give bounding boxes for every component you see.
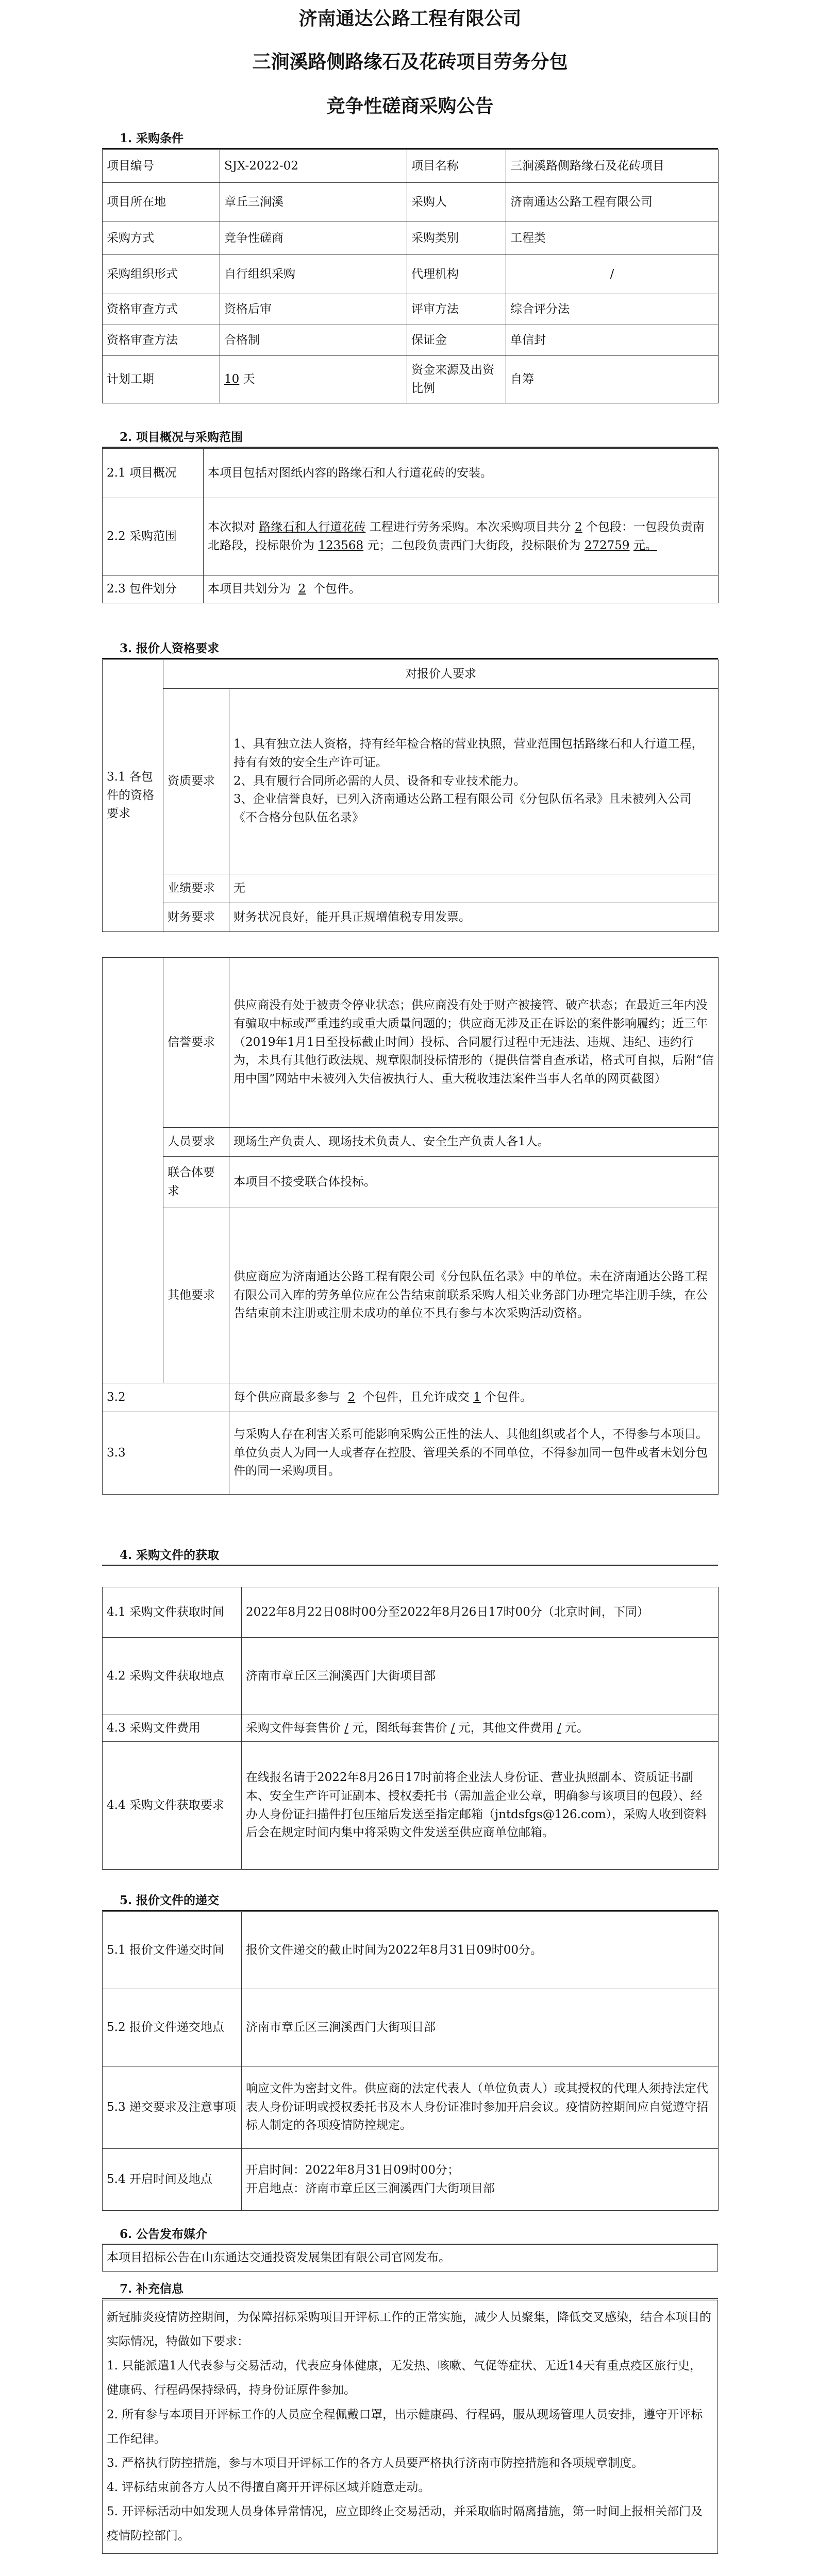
supplementary-table [102, 2300, 718, 2554]
schedule-days: 10 [224, 372, 240, 386]
section-7-heading: 7. 补充信息 [102, 2279, 718, 2299]
table-row: 4.3 采购文件费用 采购文件每套售价 / 元，图纸每套售价 / 元，其他文件费用 / 元。 [103, 1715, 719, 1742]
table-row: 2.3 包件划分 本项目共划分为 2 个包件。 [103, 575, 719, 603]
table-row: 计划工期 10 天 资金来源及出资比例 自筹 [103, 356, 719, 403]
table-row: 业绩要求 无 [103, 874, 719, 903]
project-title: 三涧溪路侧路缘石及花砖项目劳务分包 [252, 51, 568, 73]
table-row: 5.3 递交要求及注意事项 响应文件为密封文件。供应商的法定代表人（单位负责人）或其授权的代理人须持法定代表人身份证明或授权委托书及本人身份证准时参加开启会议。疫情防控期间应自觉遵守招标人制定的各项疫情防控规定。 [103, 2066, 719, 2149]
table-row: 3.3 与采购人存在利害关系可能影响采购公正性的法人、其他组织或者个人，不得参与本项目。单位负责人为同一人或者存在控股、管理关系的不同单位，不得参加同一包件或者未划分包件的同一采购项目。 [103, 1412, 719, 1495]
procurement-conditions-table [102, 149, 719, 403]
table-row: 2.1 项目概况 本项目包括对图纸内容的路缘石和人行道花砖的安装。 [103, 449, 719, 498]
section-1-heading: 1. 采购条件 [102, 129, 718, 149]
table-row: 项目所在地 章丘三涧溪 采购人 济南通达公路工程有限公司 [103, 183, 719, 222]
table-row: 资格审查方式 资格后审 评审方法 综合评分法 [103, 294, 719, 325]
table-row: 3.2 每个供应商最多参与 2 个包件，且允许成交 1 个包件。 [103, 1383, 719, 1412]
document-acquisition-table [102, 1587, 719, 1870]
table-row: 2.2 采购范围 本次拟对 路缘石和人行道花砖 工程进行劳务采购。本次采购项目共分 2 个包段：一包段负责南北路段，投标限价为 123568 元；二包段负责西门大街段，投标限价为 272759 元。 [103, 498, 719, 575]
section-2-heading: 2. 项目概况与采购范围 [102, 428, 718, 448]
table-row: 采购方式 竞争性磋商 采购类别 工程类 [103, 222, 719, 255]
table-row: 资质要求 1、具有独立法人资格，持有经年检合格的营业执照，营业范围包括路缘石和人行道工程，持有有效的安全生产许可证。 2、具有履行合同所必需的人员、设备和专业技术能力。 3、企业信誉良好，已列入济南通达公路工程有限公司《分包队伍名录》且未被列入公司《不合格分包队伍名录》 [103, 689, 719, 874]
qualification-table [102, 659, 719, 1495]
table-row: 财务要求 财务状况良好，能开具正规增值税专用发票。 [103, 903, 719, 932]
table-row: 4.2 采购文件获取地点 济南市章丘区三涧溪西门大街项目部 [103, 1638, 719, 1715]
section-6-heading: 6. 公告发布媒介 [102, 2225, 718, 2245]
table-row: 项目编号 SJX-2022-02 项目名称 三涧溪路侧路缘石及花砖项目 [103, 150, 719, 183]
table-row: 人员要求 现场生产负责人、现场技术负责人、安全生产负责人各1人。 [103, 1128, 719, 1157]
table-row: 新冠肺炎疫情防控期间，为保障招标采购项目开评标工作的正常实施，减少人员聚集，降低交叉感染，结合本项目的实际情况，特做如下要求： 1. 只能派遣1人代表参与交易活动，代表应身体健康，无发热、咳嗽、气促等症状、无近14天有重点疫区旅行史，健康码、行程码保持绿码，持身份证原件参加。 2. 所有参与本项目开评标工作的人员应全程佩戴口罩，出示健康码、行程码，服从现场管理人员安排，遵守开评标工作纪律。 3. 严格执行防控措施，参与本项目开评标工作的各方人员要严格执行济南市防控措施和各项规章制度。 4. 评标结束前各方人员不得擅自离开开评标区域并随意走动。 5. 开评标活动中如发现人员身体异常情况，应立即终止交易活动，并采取临时隔离措施，第一时间上报相关部门及疫情防控部门。 [103, 2300, 718, 2554]
section-3-heading: 3. 报价人资格要求 [102, 639, 718, 659]
table-row: 其他要求 供应商应为济南通达公路工程有限公司《分包队伍名录》中的单位。未在济南通达公路工程有限公司入库的劳务单位应在公告结束前联系采购人相关业务部门办理完毕注册手续，在公告结束前未注册或注册未成功的单位不具有参与本次采购活动资格。 [103, 1208, 719, 1383]
table-row: 5.2 报价文件递交地点 济南市章丘区三涧溪西门大街项目部 [103, 1989, 719, 2066]
table-row: 3.1 各包件的资格要求 对报价人要求 [103, 660, 719, 689]
table-row: 4.1 采购文件获取时间 2022年8月22日08时00分至2022年8月26日17时00分（北京时间，下同） [103, 1587, 719, 1638]
bid-submission-table [102, 1911, 719, 2211]
table-row: 5.1 报价文件递交时间 报价文件递交的截止时间为2022年8月31日09时00分。 [103, 1912, 719, 1989]
table-row: 5.4 开启时间及地点 开启时间：2022年8月31日09时00分； 开启地点：济南市章丘区三涧溪西门大街项目部 [103, 2149, 719, 2211]
company-title: 济南通达公路工程有限公司 [298, 8, 522, 29]
table-row: 4.4 采购文件获取要求 在线报名请于2022年8月26日17时前将企业法人身份证、营业执照副本、资质证书副本、安全生产许可证副本、授权委托书（需加盖企业公章，明确参与该项目的包段）、经办人身份证扫描件打包压缩后发送至指定邮箱（jntdsfgs@126.com），采购人收到资料后会在规定时间内集中将采购文件发送至供应商单位邮箱。 [103, 1742, 719, 1870]
table-row: 本项目招标公告在山东通达交通投资发展集团有限公司官网发布。 [103, 2245, 718, 2272]
table-row: 采购组织形式 自行组织采购 代理机构 / [103, 255, 719, 294]
section-4-heading: 4. 采购文件的获取 [102, 1546, 718, 1566]
section-5-heading: 5. 报价文件的递交 [102, 1891, 718, 1911]
table-row: 资格审查方法 合格制 保证金 单信封 [103, 325, 719, 356]
announcement-title: 竞争性磋商采购公告 [326, 95, 494, 117]
project-overview-table [102, 448, 719, 603]
table-row [103, 932, 719, 958]
table-row: 联合体要求 本项目不接受联合体投标。 [103, 1157, 719, 1208]
table-row: 信誉要求 供应商没有处于被责令停业状态；供应商没有处于财产被接管、破产状态；在最近三年内没有骗取中标或严重违约或重大质量问题的；供应商无涉及正在诉讼的案件影响履约；近三年（2019年1月1日至投标截止时间）投标、合同履行过程中无违法、违规、违纪、违约行为，未具有其他行政法规、规章限制投标情形的（提供信誉自查承诺，格式可自拟，后附“信用中国”网站中未被列入失信被执行人、重大税收违法案件当事人名单的网页截图） [103, 958, 719, 1128]
media-table [102, 2244, 718, 2272]
